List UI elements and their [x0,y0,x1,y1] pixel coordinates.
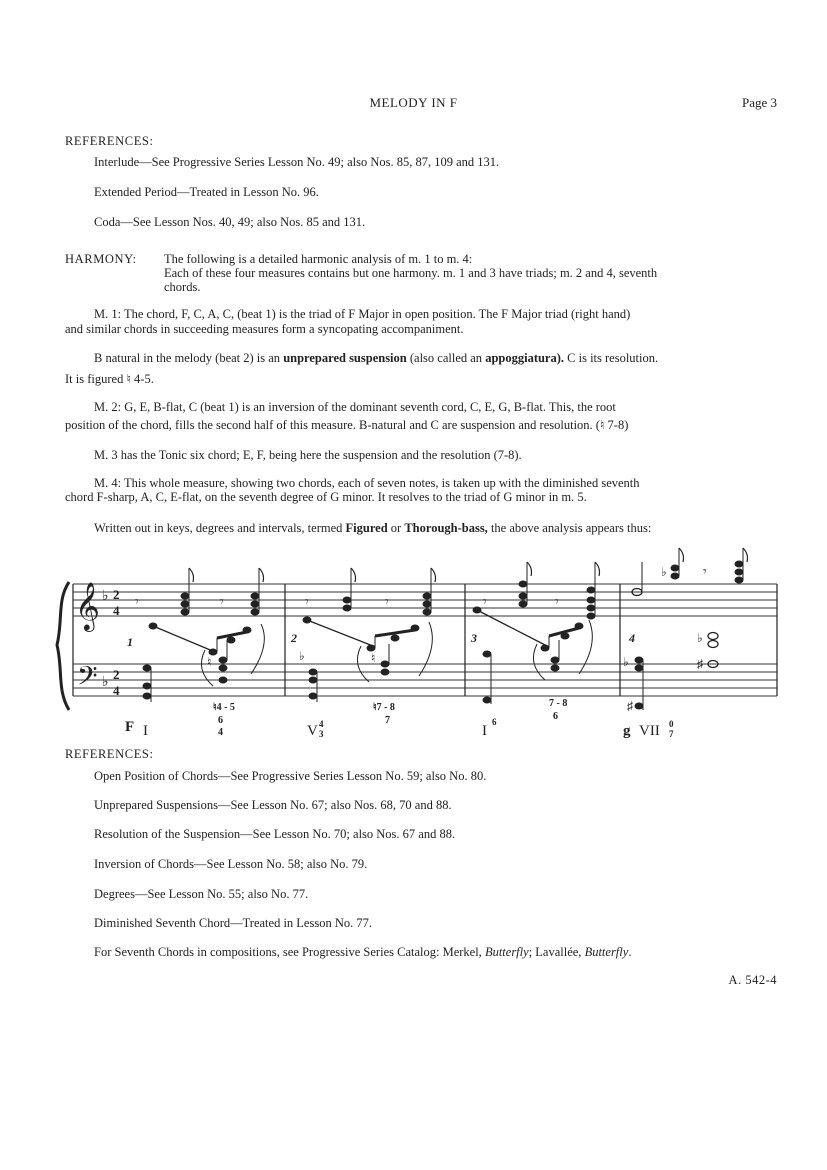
bass-staff [73,664,777,696]
treble-clef-icon: 𝄞 [75,581,100,630]
analysis-bnatural-line: B natural in the melody (beat 2) is an unprepared suspension (also called an appoggiatura). C is its resolution. [94,351,659,365]
svg-text:𝄾: 𝄾 [555,595,559,610]
svg-text:♭: ♭ [661,565,667,579]
flat-icon: ♭ [102,675,109,690]
reference-item: Unprepared Suspensions—See Lesson No. 67; also Nos. 68, 70 and 88. [94,798,452,812]
time-signature-bottom: 4 [113,683,120,698]
music-score [55,540,785,755]
svg-text:♯: ♯ [627,699,633,713]
svg-text:7: 7 [669,729,674,739]
reference-item: Open Position of Chords—See Progressive Series Lesson No. 59; also No. 80. [94,769,487,783]
analysis-m1-line: M. 1: The chord, F, C, A, C, (beat 1) is the triad of F Major in open position. The F Major triad (right hand) [94,307,631,321]
svg-text:♯: ♯ [697,657,703,671]
time-signature-bottom: 4 [113,603,120,618]
svg-text:VII: VII [639,723,660,739]
svg-text:♭: ♭ [697,631,703,645]
page-number: Page 3 [741,95,777,110]
time-signature-top: 2 [113,587,120,602]
svg-text:g: g [623,723,631,739]
svg-text:V: V [307,723,318,739]
svg-text:3: 3 [319,729,324,739]
svg-text:6: 6 [492,717,497,727]
measure-2-bass [299,644,389,702]
svg-text:7 - 8: 7 - 8 [549,698,568,709]
svg-text:4: 4 [218,727,223,738]
measure-number: 1 [127,635,133,649]
svg-text:6: 6 [218,715,223,726]
harmony-label: HARMONY: [65,252,137,266]
svg-text:F: F [125,719,135,735]
analysis-m3-line: M. 3 has the Tonic six chord; E, F, being here the suspension and the resolution (7-8). [94,448,522,462]
measure-number: 2 [291,631,297,645]
analysis-m4-line: M. 4: This whole measure, showing two chords, each of seven notes, is taken up with the diminished seventh [94,476,640,490]
reference-item: Interlude—See Progressive Series Lesson No. 49; also Nos. 85, 87, 109 and 131. [94,155,500,169]
svg-text:𝄾: 𝄾 [305,595,309,610]
harmony-line: chords. [164,280,201,294]
svg-text:𝄾: 𝄾 [385,595,389,610]
svg-text:𝄾: 𝄾 [135,595,139,610]
time-signature-top: 2 [113,667,120,682]
measure-number: 3 [471,631,477,645]
measure-4-treble [632,548,748,596]
reference-item: Coda—See Lesson Nos. 40, 49; also Nos. 85 and 131. [94,215,366,229]
svg-text:♭: ♭ [623,655,629,669]
svg-text:♮: ♮ [207,655,212,669]
svg-text:4: 4 [319,719,324,729]
figured-bass-intro: Written out in keys, degrees and intervals, termed Figured or Thorough-bass, the above analysis appears thus: [94,521,652,535]
flat-icon: ♭ [102,589,109,604]
figured-bass [125,698,674,739]
harmony-line: The following is a detailed harmonic analysis of m. 1 to m. 4: [164,252,473,266]
svg-text:𝄾: 𝄾 [703,565,707,580]
svg-text:𝄾: 𝄾 [483,595,487,610]
measure-number: 4 [629,631,635,645]
svg-text:I: I [482,723,487,739]
catalog-code: A. 542-4 [728,973,777,987]
svg-text:7: 7 [385,715,390,726]
svg-text:6: 6 [553,711,558,722]
harmony-line: Each of these four measures contains but one harmony. m. 1 and 3 have triads; m. 2 and 4, seventh [164,266,658,280]
measure-3-treble [483,562,600,619]
bass-clef-icon: 𝄢 [77,660,98,698]
reference-item: Extended Period—Treated in Lesson No. 96. [94,185,319,199]
analysis-m1-line: and similar chords in succeeding measures form a syncopating accompaniment. [65,322,464,336]
svg-text:♮7 - 8: ♮7 - 8 [373,702,395,713]
reference-item: Degrees—See Lesson No. 55; also No. 77. [94,887,309,901]
references-heading: REFERENCES: [65,134,154,148]
svg-text:I: I [143,723,148,739]
svg-text:0: 0 [669,719,674,729]
analysis-m2-line: position of the chord, fills the second half of this measure. B-natural and C are suspension and resolution. (♮ 7-8) [65,418,629,432]
analysis-m4-line: chord F-sharp, A, C, E-flat, on the seventh degree of G minor. It resolves to the triad of G minor in m. 5. [65,490,587,504]
page-title: MELODY IN F [369,95,458,110]
analysis-m2-line: M. 2: G, E, B-flat, C (beat 1) is an inversion of the dominant seventh cord, C, E, G, B-flat. This, the root [94,400,616,414]
svg-text:♮: ♮ [371,651,376,665]
reference-item: Resolution of the Suspension—See Lesson No. 70; also Nos. 67 and 88. [94,827,456,841]
grand-staff-brace [57,582,69,710]
svg-text:♭: ♭ [299,649,305,663]
references-heading: REFERENCES: [65,747,154,761]
reference-item: Diminished Seventh Chord—Treated in Lesson No. 77. [94,916,372,930]
svg-text:♮4 - 5: ♮4 - 5 [213,702,235,713]
analysis-bnatural-line: It is figured ♮ 4-5. [65,372,154,386]
svg-text:𝄾: 𝄾 [220,595,224,610]
reference-item: Inversion of Chords—See Lesson No. 58; also No. 79. [94,857,368,871]
reference-item: For Seventh Chords in compositions, see Progressive Series Catalog: Merkel, Butterfly; Lavallée, Butterfly. [94,945,632,959]
